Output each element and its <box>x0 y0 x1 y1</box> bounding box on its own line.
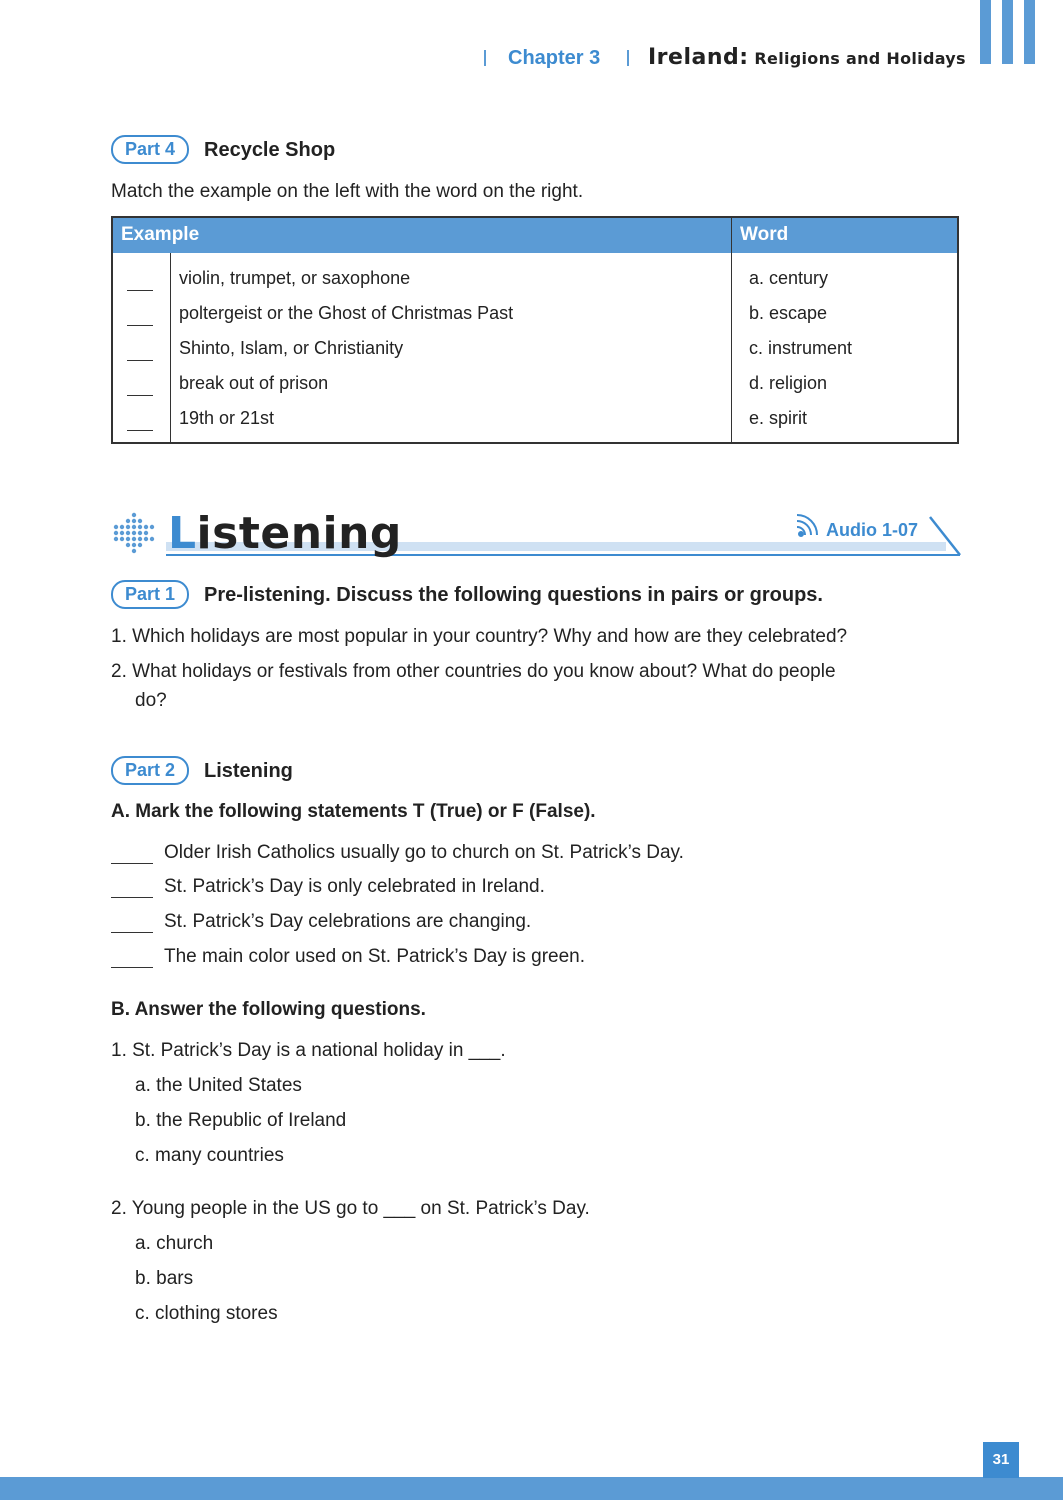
answer-option[interactable]: c. many countries <box>135 1145 284 1166</box>
tf-statement: Older Irish Catholics usually go to church on St. Patrick’s Day. <box>164 842 684 863</box>
answer-option[interactable]: b. the Republic of Ireland <box>135 1110 347 1131</box>
part1-question-2: 2. What holidays or festivals from other countries do you know about? What do people <box>111 661 836 682</box>
word-item: e. spirit <box>749 408 808 428</box>
tf-answer-blank[interactable] <box>111 897 153 898</box>
example-item: Shinto, Islam, or Christianity <box>179 338 404 358</box>
audio-track-label[interactable]: Audio 1-07 <box>826 520 919 540</box>
section-b-heading: B. Answer the following questions. <box>111 999 426 1020</box>
listening-title: Listening <box>168 508 402 559</box>
chapter-label: Chapter 3 <box>508 47 601 69</box>
question-1: 1. St. Patrick’s Day is a national holiday in ___. <box>111 1040 506 1061</box>
example-item: break out of prison <box>179 373 329 393</box>
part4-instruction: Match the example on the left with the word on the right. <box>111 181 584 202</box>
footer-bar <box>0 1477 1063 1500</box>
example-item: violin, trumpet, or saxophone <box>179 268 411 288</box>
question-2: 2. Young people in the US go to ___ on St. Patrick’s Day. <box>111 1198 590 1219</box>
word-item: b. escape <box>749 303 828 323</box>
column-divider <box>731 218 732 442</box>
chapter-title-main: Ireland: <box>648 45 749 70</box>
part4-title: Recycle Shop <box>204 139 336 161</box>
blank-column-divider <box>170 253 171 442</box>
matching-table <box>111 216 959 444</box>
answer-blank[interactable] <box>127 290 153 291</box>
word-item: c. instrument <box>749 338 853 358</box>
tf-statement: The main color used on St. Patrick’s Day is green. <box>164 946 586 967</box>
part1-badge: Part 1 <box>111 580 189 609</box>
page-number: 31 <box>983 1442 1019 1478</box>
header-separator <box>484 50 486 66</box>
dots-icon <box>114 513 154 553</box>
tf-answer-blank[interactable] <box>111 932 153 933</box>
tf-statement: St. Patrick’s Day celebrations are changing. <box>164 911 532 932</box>
audio-wave-icon <box>797 515 817 536</box>
section-a-heading: A. Mark the following statements T (True) or F (False). <box>111 801 596 822</box>
part2-badge: Part 2 <box>111 756 189 785</box>
tf-statement: St. Patrick’s Day is only celebrated in Ireland. <box>164 876 545 897</box>
answer-option[interactable]: b. bars <box>135 1268 194 1289</box>
chapter-title <box>648 45 966 70</box>
header-separator <box>627 50 629 66</box>
answer-option[interactable]: a. the United States <box>135 1075 302 1096</box>
word-item: d. religion <box>749 373 828 393</box>
part2-title: Listening <box>204 760 293 782</box>
example-item: poltergeist or the Ghost of Christmas Past <box>179 303 514 323</box>
answer-option[interactable]: c. clothing stores <box>135 1303 278 1324</box>
answer-blank[interactable] <box>127 430 153 431</box>
column-header-word: Word <box>740 224 789 245</box>
part1-question-2-cont: do? <box>135 690 167 711</box>
answer-option[interactable]: a. church <box>135 1233 214 1254</box>
column-header-example: Example <box>121 224 200 245</box>
answer-blank[interactable] <box>127 325 153 326</box>
answer-blank[interactable] <box>127 395 153 396</box>
example-item: 19th or 21st <box>179 408 275 428</box>
part1-question-1: 1. Which holidays are most popular in your country? Why and how are they celebrated? <box>111 626 848 647</box>
part1-title: Pre-listening. Discuss the following questions in pairs or groups. <box>204 584 823 606</box>
answer-blank[interactable] <box>127 360 153 361</box>
table-header <box>113 218 957 253</box>
tf-answer-blank[interactable] <box>111 967 153 968</box>
chapter-title-sub: Religions and Holidays <box>748 49 966 68</box>
word-item: a. century <box>749 268 829 288</box>
part4-badge: Part 4 <box>111 135 189 164</box>
tf-answer-blank[interactable] <box>111 863 153 864</box>
